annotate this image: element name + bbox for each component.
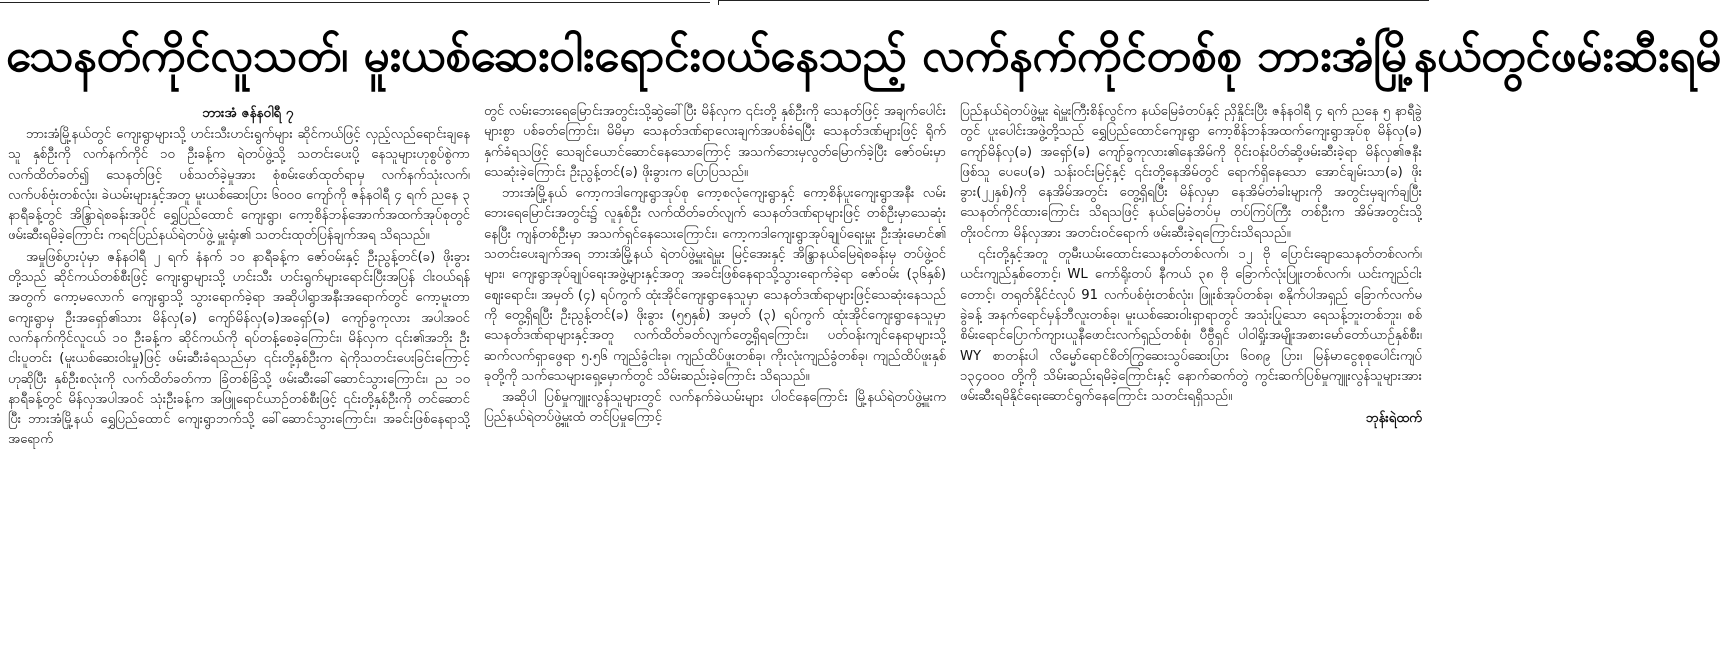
dateline: ဘားအံ ဇန်နဝါရီ ၇ — [202, 105, 294, 121]
column-3 — [960, 102, 1422, 662]
article-body — [8, 102, 1422, 662]
headline: သေနတ်ကိုင်လူသတ်၊ မူးယစ်ဆေးဝါးရောင်းဝယ်နေသည့် လက်နက်ကိုင်တစ်စု ဘားအံမြို့နယ်တွင်ဖမ်းဆီးရမိ — [6, 28, 1721, 82]
column-2 — [484, 102, 946, 662]
paragraph: ၎င်းတို့နှင့်အတူ တူမီးယမ်းထောင်းသေနတ်တစ်လက်၊ ၁၂ ဗို ပြောင်းချောသေနတ်တစ်လက်၊ ယင်းကျည်နှစ်တောင့်၊ WL ကော်ရိုးတပ် နီကယ် ၃၈ ဗို ခြောက်လုံးပြူးတစ်လက်၊ ယင်းကျည်ငါးတောင့်၊ တရုတ်နိုင်ငံလုပ် 91 လက်ပစ်ဗုံးတစ်လုံး၊ ဖြူးစ်အုပ်တစ်ခု၊ စနိုက်ပါအရှည် ခြောက်လက်မခွဲခန့် အနက်ရောင်မှန်ဘီလူးတစ်ခု၊ မူးယစ်ဆေးဝါးရှာရာတွင် အသုံးပြုသော ရေသန့်ဘူးတစ်ဘူး၊ စစ်စိမ်းရောင်ပြောက်ကျားယူနီဖောင်းလက်ရှည်တစ်စုံ၊ ပီဗွီရှင် ပါဝါရှိုးအမျိုးအစားမော်တော်ယာဉ်နှစ်စီး၊ WY စာတန်းပါ လိမ္မော်ရောင်စိတ်ကြွဆေးသွပ်ဆေးပြား ၆၀၈၉ ပြား၊ မြန်မာငွေစုစုပေါင်းကျပ် ၁၃၄၀၀၀ တို့ကို သိမ်းဆည်းရမိခဲ့ကြောင်းနှင့် နောက်ဆက်တွဲ ကွင်းဆက်ပြစ်မှုကျူးလွန်သူများအား ဖမ်းဆီးရမိနိုင်ရေးဆောင်ရွက်နေကြောင်း သတင်းရရှိသည်။ — [960, 247, 1422, 405]
top-rule-right — [718, 0, 1429, 5]
author-signature: ဘုန်းရဲထက် — [1365, 411, 1422, 427]
paragraph: ပြည်နယ်ရဲတပ်ဖွဲ့မှူး ရဲမှူးကြီးစိန်လွင်က နယ်မြေခံတပ်နှင့် ညှိနှိုင်းပြီး ဇန်နဝါရီ ၄ ရက် ညနေ ၅ နာရီခွဲတွင် ပူးပေါင်းအဖွဲ့တို့သည် ရွှေပြည်ထောင်ကျေးရွာ ကော့စိန်ဘန်အထက်ကျေးရွာအုပ်စု မိန်လှ(ခ) ကျော်မိန်လှ(ခ) အရှော်(ခ) ကျော်ခွကုလား၏နေအိမ်ကို ဝိုင်းဝန်းပိတ်ဆို့ဖမ်းဆီးခဲ့ရာ မိန်လှ၏ဇနီးဖြစ်သူ ပေပေ(ခ) သန်းဝင်းမြင့်နှင့် ၎င်းတို့နေအိမ်တွင် ရောက်ရှိနေသော အောင်ချမ်းသာ(ခ) ဖိုးခွား(၂၂နှစ်)ကို နေအိမ်အတွင်း တွေ့ရှိရပြီး မိန်လှမှာ နေအိမ်တံခါးများကို အတွင်းမှချက်ချပြီး သေနတ်ကိုင်ထားကြောင်း သိရသဖြင့် နယ်မြေခံတပ်မှ တပ်ကြပ်ကြီး တစ်ဦးက အိမ်အတွင်းသို့ တိုးဝင်ကာ မိန်လှအား အတင်းဝင်ရောက် ဖမ်းဆီးခဲ့ရကြောင်းသိရသည်။ — [960, 104, 1422, 241]
paragraph: ဘားအံမြို့နယ် ကော့ကဒါကျေးရွာအုပ်စု ကော့စလုံကျေးရွာနှင့် ကော့စိန်ပူးကျေးရွာအနီး လမ်းဘေးရေမြောင်းအတွင်း၌ လူနှစ်ဦး လက်ထိတ်ခတ်လျက် သေနတ်ဒဏ်ရာများဖြင့် တစ်ဦးမှာသေဆုံးနေပြီး ကျန်တစ်ဦးမှာ အသက်ရှင်နေသေးကြောင်း၊ ကော့ကဒါကျေးရွာအုပ်ချုပ်ရေးမှူး ဦးအုံးမောင်၏ သတင်းပေးချက်အရ ဘားအံမြို့နယ် ရဲတပ်ဖွဲ့မှူးရဲမှူး မြင့်အေးနှင့် အိန္ဒြာနယ်မြေရဲစခန်းမှ တပ်ဖွဲ့ဝင်များ၊ ကျေးရွာအုပ်ချုပ်ရေးအဖွဲ့များနှင့်အတူ အခင်းဖြစ်နေရာသို့သွားရောက်ခဲ့ရာ ဇော်ဝမ်း (၃၆နှစ်) ဈေးရောင်း၊ အမှတ် (၄) ရပ်ကွက် ထုံးအိုင်ကျေးရွာနေသူမှာ သေနတ်ဒဏ်ရာများဖြင့်သေဆုံးနေသည်ကို တွေ့ရှိရပြီး ဦးညွန့်တင်(ခ) ဖိုးခွား (၅၅နှစ်) အမှတ် (၃) ရပ်ကွက် ထုံးအိုင်ကျေးရွာနေသူမှာ သေနတ်ဒဏ်ရာများနှင့်အတူ လက်ထိတ်ခတ်လျက်တွေ့ရှိရကြောင်း၊ ပတ်ဝန်းကျင်နေရာများသို့ ဆက်လက်ရှာဖွေရာ ၅.၅၆ ကျည်ခွံငါးခု၊ ကျည်ထိပ်ဖူးတစ်ခု၊ ကိုးလုံးကျည်ခွံတစ်ခု၊ ကျည်ထိပ်ဖူးနှစ်ခုတို့ကို သက်သေများရှေ့မှောက်တွင် သိမ်းဆည်းခဲ့ကြောင်း သိရသည်။ — [484, 186, 946, 384]
paragraph: ဘားအံမြို့နယ်တွင် ကျေးရွာများသို့ ဟင်းသီးဟင်းရွက်များ ဆိုင်ကယ်ဖြင့် လှည့်လည်ရောင်းချနေသူ နှစ်ဦးကို လက်နက်ကိုင် ၁၀ ဦးခန့်က ရဲတပ်ဖွဲ့သို့ သတင်းပေးပို့ နေသူများဟုစွပ်စွဲကာ လက်ထိတ်ခတ်၍ သေနတ်ဖြင့် ပစ်သတ်ခဲ့မှုအား စုံစမ်းဖော်ထုတ်ရာမှ လက်နက်သုံးလက်၊ လက်ပစ်ဗုံးတစ်လုံး၊ ခဲယမ်းများနှင့်အတူ မူးယစ်ဆေးပြား ၆၀၀၀ ကျော်ကို ဇန်နဝါရီ ၄ ရက် ညနေ ၃ နာရီခန့်တွင် အိန္ဒြာရဲစခန်းအပိုင် ရွှေပြည်ထောင် ကျေးရွာ၊ ကော့စိန်ဘန်အောက်အထက်အုပ်စုတွင် ဖမ်းဆီးရမိခဲ့ကြောင်း ကရင်ပြည်နယ်ရဲတပ်ဖွဲ့ မှူးရုံး၏ သတင်းထုတ်ပြန်ချက်အရ သိရသည်။ — [8, 127, 470, 244]
paragraph: အမှုဖြစ်ပွားပုံမှာ ဇန်နဝါရီ ၂ ရက် နံနက် ၁၀ နာရီခန့်က ဇော်ဝမ်းနှင့် ဦးညွန့်တင်(ခ) ဖိုးခွားတို့သည် ဆိုင်ကယ်တစ်စီးဖြင့် ကျေးရွာများသို့ ဟင်းသီး ဟင်းရွက်များရောင်းပြီးအပြန် ငါးဝယ်ရန်အတွက် ကော့မလောက် ကျေးရွာသို့ သွားရောက်ခဲ့ရာ အဆိုပါရွာအနီးအရောက်တွင် ကော့မူးတာကျေးရွာမှ ဦးအရှော်၏သား မိန်လှ(ခ) ကျော်မိန်လှ(ခ)အရှော်(ခ) ကျော်ခွကုလား အပါအဝင် လက်နက်ကိုင်လူငယ် ၁၀ ဦးခန့်က ဆိုင်ကယ်ကို ရပ်တန့်စေခဲ့ကြောင်း၊ မိန်လှက ၎င်း၏အဘိုး ဦးငါးပူတင်း (မူးယစ်ဆေးဝါးမှု)ဖြင့် ဖမ်းဆီးခံရသည်မှာ ၎င်းတို့နှစ်ဦးက ရဲကိုသတင်းပေးခြင်းကြောင့်ဟုဆိုပြီး နှစ်ဦးစလုံးကို လက်ထိတ်ခတ်ကာ ခြံတစ်ခြံသို့ ဖမ်းဆီးခေါ်ဆောင်သွားကြောင်း၊ ည ၁၀ နာရီခန့်တွင် မိန်လှအပါအဝင် သုံးဦးခန့်က အဖြူရောင်ယာဉ်တစ်စီးဖြင့် ၎င်းတို့နှစ်ဦးကို တင်ဆောင်ပြီး ဘားအံမြို့နယ် ရွှေပြည်ထောင် ကျေးရွာဘက်သို့ ခေါ်ဆောင်သွားကြောင်း၊ အခင်းဖြစ်နေရာသို့ အရောက် — [8, 249, 470, 448]
column-1 — [8, 102, 470, 662]
top-rule — [0, 0, 1429, 8]
paragraph: အဆိုပါ ပြစ်မှုကျူးလွန်သူများတွင် လက်နက်ခဲယမ်းများ ပါဝင်နေကြောင်း မြို့နယ်ရဲတပ်ဖွဲ့မှူးက ပြည်နယ်ရဲတပ်ဖွဲ့မှူးထံ တင်ပြမှုကြောင့် — [484, 390, 946, 426]
paragraph: တွင် လမ်းဘေးရေမြောင်းအတွင်းသို့ဆွဲခေါ်ပြီး မိန်လှက ၎င်းတို့ နှစ်ဦးကို သေနတ်ဖြင့် အချက်ပေါင်းများစွာ ပစ်ခတ်ကြောင်း၊ မိမိမှာ သေနတ်ဒဏ်ရာလေးချက်အပစ်ခံရပြီး သေနတ်ဒဏ်များဖြင့် ရိုက်နှက်ခံရသဖြင့် သေချင်ယောင်ဆောင်နေသောကြောင့် အသက်ဘေးမှလွတ်မြောက်ခဲ့ပြီး ဇော်ဝမ်းမှာ သေဆုံးခဲ့ကြောင်း ဦးညွန့်တင်(ခ) ဖိုးခွားက ပြောပြသည်။ — [484, 104, 946, 180]
top-rule-left — [0, 2, 710, 3]
